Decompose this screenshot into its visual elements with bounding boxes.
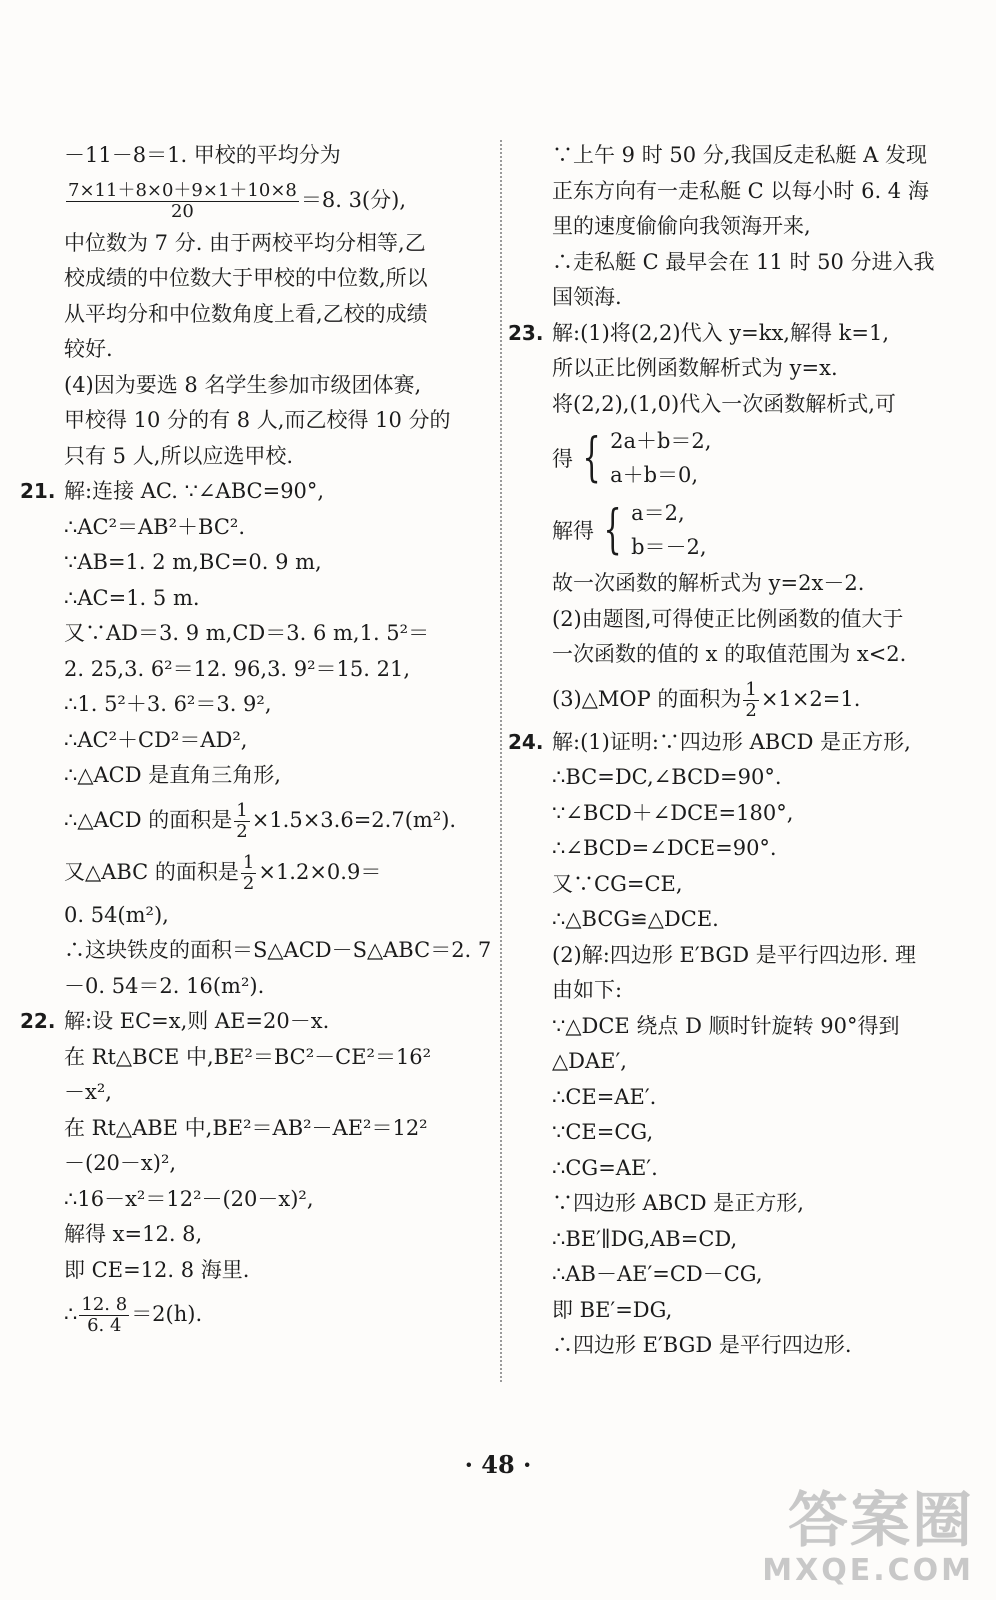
text-line: (2)解:四边形 E′BGD 是平行四边形. 理 <box>552 942 917 967</box>
text-line: 0. 54(m²), <box>64 902 169 927</box>
left-column <box>20 138 492 1340</box>
text-line: ∵四边形 ABCD 是正方形, <box>552 1191 804 1215</box>
text-line: 从平均分和中位数角度上看,乙校的成绩 <box>64 301 428 326</box>
fraction: $\frac{1}{2}$ <box>745 678 757 721</box>
text-line: ∵AB=1. 2 m,BC=0. 9 m, <box>64 550 322 574</box>
text-line: ∴△ACD 是直角三角形, <box>64 763 281 787</box>
text-line: 由如下: <box>552 978 623 1002</box>
text-line: 故一次函数的解析式为 y=2x－2. <box>552 571 865 595</box>
text-line: 校成绩的中位数大于甲校的中位数,所以 <box>64 266 428 290</box>
text-line: ∴AB－AE′=CD－CG, <box>552 1262 763 1286</box>
text-line: ∴BC=DC,∠BCD=90°. <box>552 765 782 789</box>
text-line: 中位数为 7 分. 由于两校平均分相等,乙 <box>64 230 426 255</box>
time-fraction-line: ∴ $\frac{12. 8}{6. 4}$ ＝2(h). <box>64 1294 203 1336</box>
text-line: ∵△DCE 绕点 D 顺时针旋转 90°得到 <box>552 1013 900 1038</box>
text-line: ∴走私艇 C 最早会在 11 时 50 分进入我 <box>552 249 935 274</box>
text-line: ∴AC=1. 5 m. <box>64 585 200 610</box>
brace: { <box>582 428 601 488</box>
text-line: ∴四边形 E′BGD 是平行四边形. <box>552 1333 852 1357</box>
text-line: 甲校得 10 分的有 8 人,而乙校得 10 分的 <box>64 408 451 432</box>
question-number: 21. <box>20 479 56 503</box>
area-acd-line: ∴△ACD 的面积是 $\frac{1}{2}$ ×1.5×3.6=2.7(m²). <box>64 799 457 842</box>
text-line: ∴AC²＋CD²＝AD², <box>64 727 248 752</box>
area-mop-line: (3)△MOP 的面积为 $\frac{1}{2}$ ×1×2=1. <box>552 678 861 721</box>
fraction: $\frac{7\times 11+8\times 0+9\times 1+10\times 8}{20}$ <box>68 179 297 222</box>
text-line: ∴1. 5²＋3. 6²＝3. 9², <box>64 692 272 716</box>
text-line: 较好. <box>64 337 113 361</box>
equation-system: 得 { 2a＋b＝2, a＋b＝0, <box>552 428 712 488</box>
text-line: △DAE′, <box>552 1049 627 1073</box>
watermark-logo: 答案圈 MXQE.COM <box>762 1486 974 1588</box>
text-line: 即 CE=12. 8 海里. <box>64 1257 250 1282</box>
text-line: 又∵AD＝3. 9 m,CD＝3. 6 m,1. 5²＝ <box>64 621 430 645</box>
question-21-line: 21. 解:连接 AC. ∵∠ABC=90°, <box>64 474 476 510</box>
question-23-line: 23. 解:(1)将(2,2)代入 y=kx,解得 k=1, <box>552 316 952 352</box>
fraction: $\frac{1}{2}$ <box>236 799 248 842</box>
text-line: ∴AC²＝AB²＋BC². <box>64 514 246 539</box>
text-line: (4)因为要选 8 名学生参加市级团体赛, <box>64 372 422 397</box>
area-abc-line: 又△ABC 的面积是 $\frac{1}{2}$ ×1.2×0.9＝ <box>64 851 382 894</box>
question-22-line: 22. 解:设 EC=x,则 AE=20－x. <box>64 1004 476 1040</box>
text-line: ∴∠BCD=∠DCE=90°. <box>552 836 777 860</box>
mean-fraction-line: $\frac{7\times 11+8\times 0+9\times 1+10\times 8}{20}$ ＝8. 3(分), <box>68 179 406 222</box>
text-line: ∴CG=AE′. <box>552 1155 658 1180</box>
text-line: 只有 5 人,所以应选甲校. <box>64 443 294 468</box>
text-line: 解得 x=12. 8, <box>64 1222 203 1246</box>
equation-solution: 解得 { a＝2, b＝－2, <box>552 500 707 560</box>
text-line: －11－8＝1. 甲校的平均分为 <box>64 143 341 167</box>
text-line: 2. 25,3. 6²＝12. 96,3. 9²＝15. 21, <box>64 656 411 681</box>
text-line: 国领海. <box>552 285 622 309</box>
text-line: 正东方向有一走私艇 C 以每小时 6. 4 海 <box>552 178 929 203</box>
fraction: $\frac{1}{2}$ <box>242 851 255 894</box>
text-line: 在 Rt△ABE 中,BE²＝AB²－AE²＝12² <box>64 1115 428 1140</box>
text-line: 将(2,2),(1,0)代入一次函数解析式,可 <box>552 391 896 416</box>
text-line: 所以正比例函数解析式为 y=x. <box>552 356 838 380</box>
text-line: ∵上午 9 时 50 分,我国反走私艇 A 发现 <box>552 143 927 167</box>
right-column <box>508 138 952 1364</box>
text-line: ∴CE=AE′. <box>552 1084 657 1109</box>
text-line: ∵∠BCD＋∠DCE=180°, <box>552 800 794 825</box>
text-line: ∴BE′∥DG,AB=CD, <box>552 1226 738 1251</box>
column-divider <box>500 140 502 1382</box>
question-number: 24. <box>508 729 544 754</box>
text-line: －0. 54＝2. 16(m²). <box>64 973 265 998</box>
question-24-line: 24. 解:(1)证明:∵四边形 ABCD 是正方形, <box>552 725 952 761</box>
text-line: ∴16－x²＝12²－(20－x)², <box>64 1186 314 1211</box>
page-number: · 48 · <box>464 1450 532 1479</box>
text-line: ∵CE=CG, <box>552 1120 654 1144</box>
brace: { <box>603 500 622 560</box>
text-line: ∴这块铁皮的面积＝S△ACD－S△ABC＝2. 7 <box>64 938 492 962</box>
text-line: ∴△BCG≌△DCE. <box>552 907 719 931</box>
text-line: 里的速度偷偷向我领海开来, <box>552 214 811 238</box>
question-number: 22. <box>20 1009 56 1033</box>
text-line: 一次函数的值的 x 的取值范围为 x<2. <box>552 642 907 666</box>
text-line: 在 Rt△BCE 中,BE²＝BC²－CE²＝16² <box>64 1044 432 1069</box>
text-line: 又∵CG=CE, <box>552 871 683 896</box>
text-line: －(20－x)², <box>64 1151 177 1175</box>
fraction: $\frac{12. 8}{6. 4}$ <box>81 1294 128 1336</box>
text-line: (2)由题图,可得使正比例函数的值大于 <box>552 606 904 631</box>
question-number: 23. <box>508 320 544 345</box>
text-line: －x², <box>64 1080 112 1104</box>
text-line: 即 BE′=DG, <box>552 1297 673 1322</box>
